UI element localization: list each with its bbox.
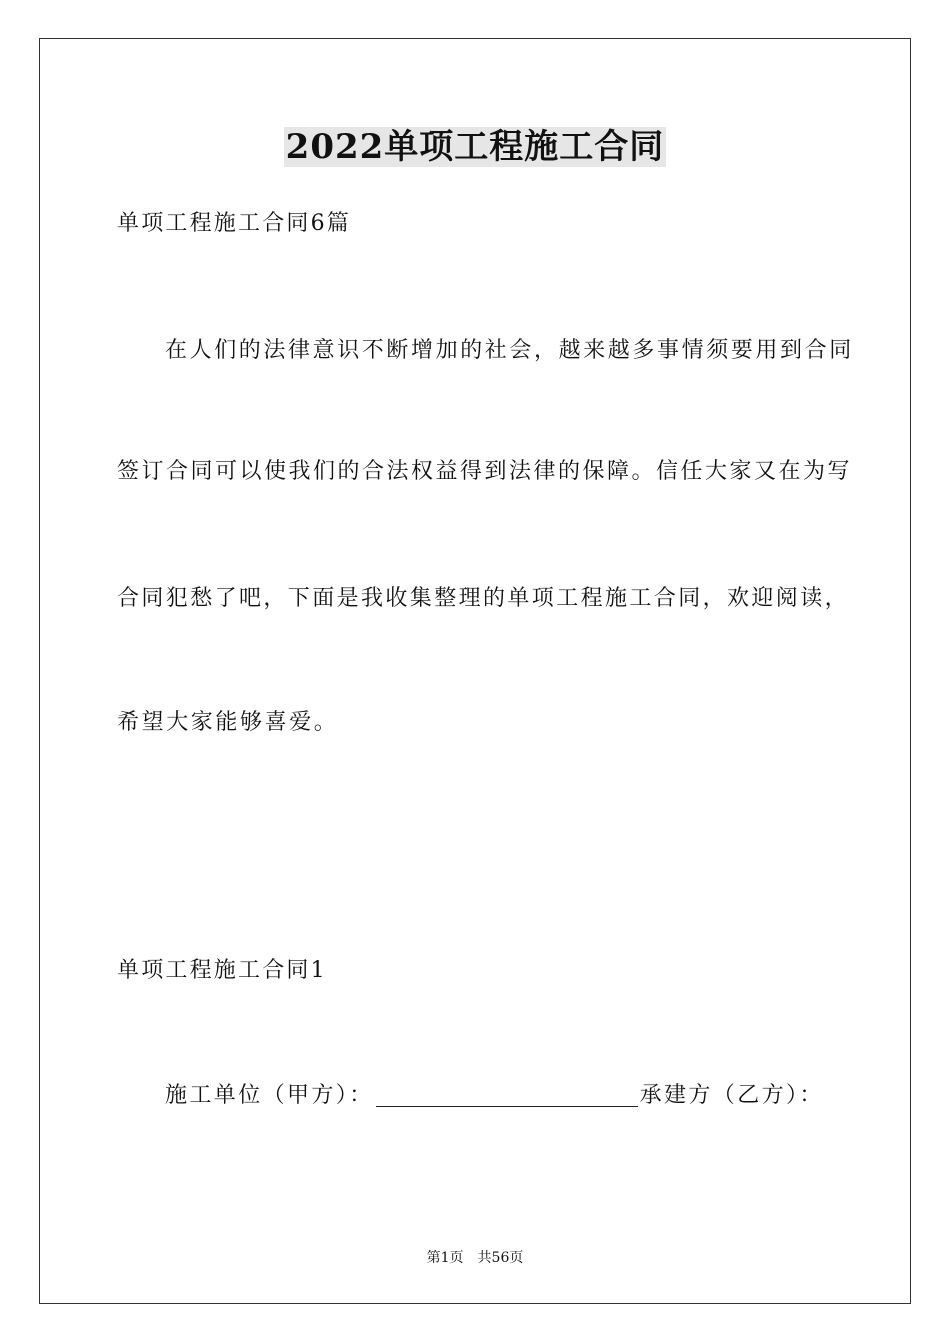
intro-line-4: 希望大家能够喜爱。 (117, 710, 339, 735)
party-b-label: 承建方（乙方）： (639, 1083, 824, 1108)
document-subtitle: 单项工程施工合同6篇 (117, 211, 351, 236)
document-title (0, 124, 950, 170)
intro-line-3: 合同犯愁了吧，下面是我收集整理的单项工程施工合同，欢迎阅读， (117, 586, 850, 611)
intro-line-2: 签订合同可以使我们的合法权益得到法律的保障。信任大家又在为写 (117, 459, 853, 484)
party-a-blank-field (376, 1084, 638, 1107)
intro-line-1: 在人们的法律意识不断增加的社会，越来越多事情须要用到合同 (165, 338, 854, 363)
page-number-total: 共56页 (477, 1250, 524, 1266)
page-footer (0, 1248, 950, 1268)
section-heading: 单项工程施工合同1 (117, 958, 327, 983)
party-a-label: 施工单位（甲方）： (165, 1083, 374, 1108)
party-line (165, 1081, 824, 1111)
page-number-current: 第1页 (426, 1250, 464, 1266)
document-title-text: 2022单项工程施工合同 (285, 127, 665, 167)
